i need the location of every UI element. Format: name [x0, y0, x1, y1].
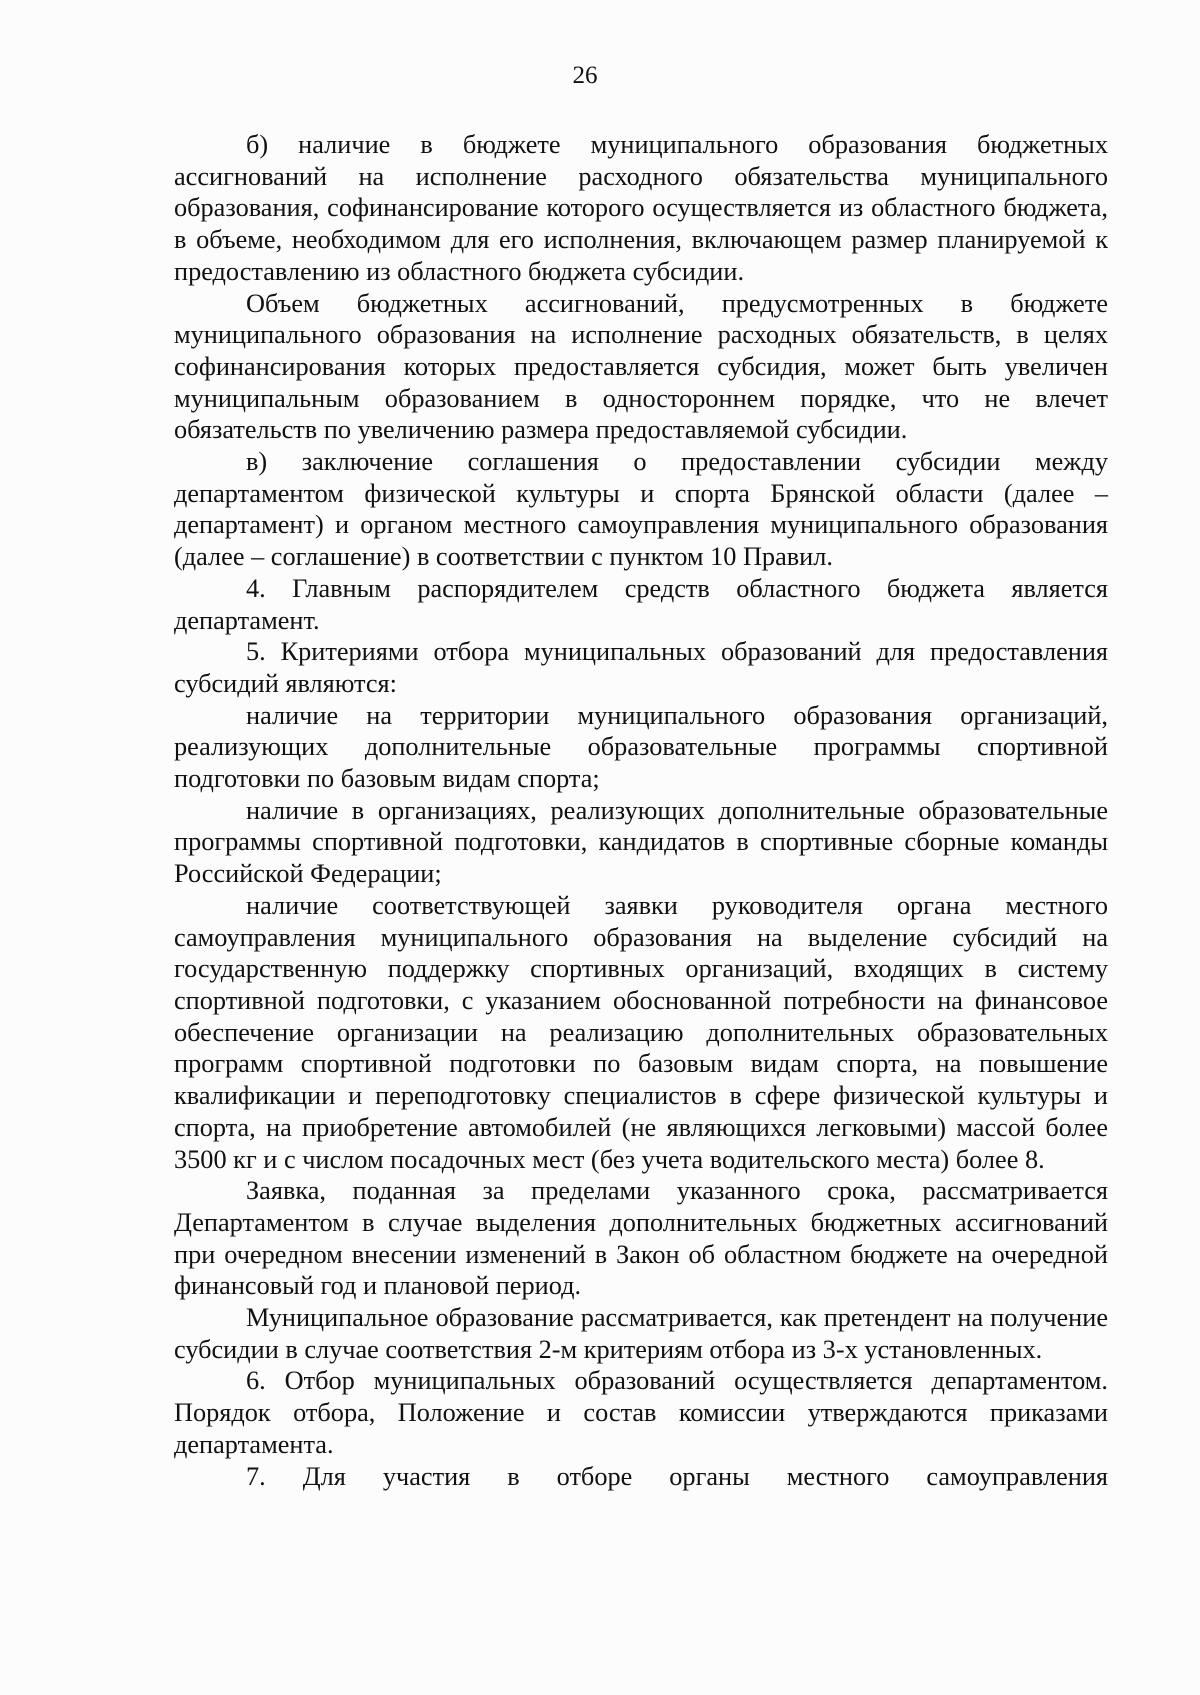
paragraph-late-application: Заявка, поданная за пределами указанного срока, рассматривается Департаментом в случае выделения дополнительных бюджетных ассигнований при очередном внесении изменений в Закон об областном бюджете на очередной финансовый год и плановой период.	[174, 1176, 1108, 1301]
document-body	[174, 129, 1108, 1492]
paragraph-allocation-volume: Объем бюджетных ассигнований, предусмотренных в бюджете муниципального образования на исполнение расходных обязательств, в целях софинансирования которых предоставляется субсидия, может быть увеличен муниципальным образованием в одностороннем порядке, что не влечет обязательств по увеличению размера предоставляемой субсидии.	[174, 288, 1108, 445]
paragraph-b-budget-allocation: б) наличие в бюджете муниципального образования бюджетных ассигнований на исполнение расходного обязательства муниципального образования, софинансирование которого осуществляется из областного бюджета, в объеме, необходимом для его исполнения, включающем размер планируемой к предоставлению из областного бюджета субсидии.	[174, 130, 1108, 286]
paragraph-criterion-application: наличие соответствующей заявки руководителя органа местного самоуправления муниципального образования на выделение субсидий на государственную поддержку спортивных организаций, входящих в систему спортивной подготовки, с указанием обоснованной потребности на финансовое обеспечение организации на реализацию дополнительных образовательных программ спортивной подготовки по базовым видам спорта, на повышение квалификации и переподготовку специалистов в сфере физической культуры и спорта, на приобретение автомобилей (не являющихся легковыми) массой более 3500 кг и с числом посадочных мест (без учета водительского места) более 8.	[174, 890, 1108, 1174]
paragraph-criterion-organizations: наличие на территории муниципального образования организаций, реализующих дополнительные образовательные программы спортивной подготовки по базовым видам спорта;	[174, 700, 1108, 794]
paragraph-4-main-administrator: 4. Главным распорядителем средств областного бюджета является департамент.	[174, 573, 1108, 635]
paragraph-5-selection-criteria: 5. Критериями отбора муниципальных образований для предоставления субсидий являются:	[174, 637, 1108, 698]
paragraph-6-selection-procedure: 6. Отбор муниципальных образований осуществляется департаментом. Порядок отбора, Положение и состав комиссии утверждаются приказами департамента.	[174, 1366, 1108, 1459]
paragraph-candidate-condition: Муниципальное образование рассматривается, как претендент на получение субсидии в случае соответствия 2-м критериям отбора из 3-х установленных.	[174, 1303, 1108, 1364]
paragraph-7-participation: 7. Для участия в отборе органы местного самоуправления	[246, 1461, 1108, 1491]
paragraph-v-agreement: в) заключение соглашения о предоставлении субсидии между департаментом физической культуры и спорта Брянской области (далее – департамент) и органом местного самоуправления муниципального образования (далее – соглашение) в соответствии с пунктом 10 Правил.	[174, 447, 1108, 572]
page-number: 26	[572, 62, 598, 89]
paragraph-criterion-candidates: наличие в организациях, реализующих дополнительные образовательные программы спортивной подготовки, кандидатов в спортивные сборные команды Российской Федерации;	[174, 795, 1108, 889]
